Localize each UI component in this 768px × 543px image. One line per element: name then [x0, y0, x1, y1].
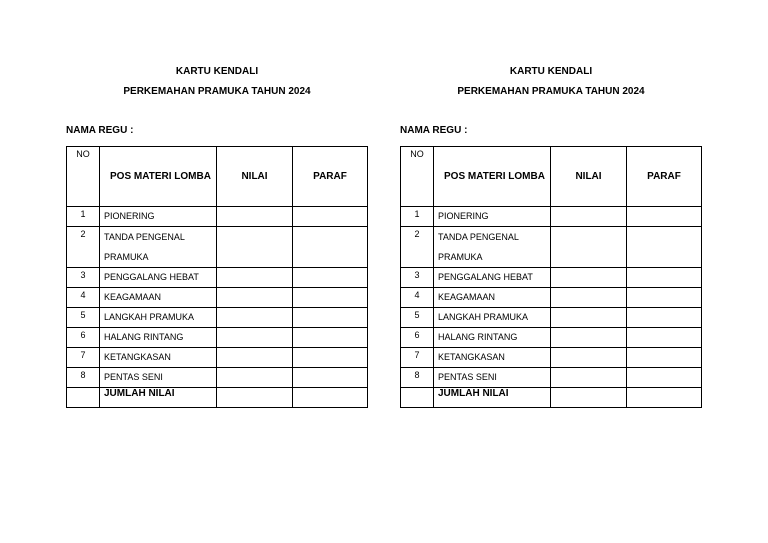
nilai-cell[interactable]: [551, 268, 627, 288]
nilai-cell[interactable]: [217, 348, 293, 368]
row-number: 1: [401, 207, 434, 227]
paraf-cell[interactable]: [293, 268, 368, 288]
row-pos-name: KEAGAMAAN: [434, 288, 551, 308]
table-row: [401, 268, 702, 288]
row-pos-name: LANGKAH PRAMUKA: [434, 308, 551, 328]
total-paraf-cell[interactable]: [293, 388, 368, 408]
row-pos-name: PENGGALANG HEBAT: [100, 268, 217, 288]
row-number: 8: [67, 368, 100, 388]
paraf-cell[interactable]: [627, 207, 702, 227]
row-number: 1: [67, 207, 100, 227]
paraf-cell[interactable]: [293, 368, 368, 388]
nilai-cell[interactable]: [551, 328, 627, 348]
nilai-cell[interactable]: [551, 348, 627, 368]
table-row: [67, 368, 368, 388]
header-nilai: NILAI: [551, 147, 627, 207]
table-row: [401, 288, 702, 308]
table-header-row: [401, 147, 702, 207]
score-table: [66, 146, 368, 408]
total-row: [67, 388, 368, 408]
total-label: JUMLAH NILAI: [100, 388, 217, 408]
team-name-label: NAMA REGU :: [400, 125, 468, 136]
total-nilai-cell[interactable]: [551, 388, 627, 408]
total-row: [401, 388, 702, 408]
paraf-cell[interactable]: [293, 207, 368, 227]
header-no: NO: [67, 147, 100, 207]
table-header-row: [67, 147, 368, 207]
row-number: 2: [401, 227, 434, 268]
row-number: 3: [401, 268, 434, 288]
nilai-cell[interactable]: [217, 288, 293, 308]
card-title: KARTU KENDALI: [509, 66, 593, 77]
row-pos-name: KETANGKASAN: [434, 348, 551, 368]
nilai-cell[interactable]: [217, 368, 293, 388]
row-number: 6: [67, 328, 100, 348]
table-row: [67, 328, 368, 348]
row-number: 5: [67, 308, 100, 328]
total-nilai-cell[interactable]: [217, 388, 293, 408]
nilai-cell[interactable]: [551, 207, 627, 227]
total-no-cell: [401, 388, 434, 408]
row-pos-name: TANDA PENGENAL PRAMUKA: [100, 227, 217, 268]
paraf-cell[interactable]: [293, 348, 368, 368]
paraf-cell[interactable]: [293, 288, 368, 308]
score-table: [400, 146, 702, 408]
header-pos: POS MATERI LOMBA: [100, 147, 217, 207]
nilai-cell[interactable]: [217, 207, 293, 227]
row-pos-name: KETANGKASAN: [100, 348, 217, 368]
paraf-cell[interactable]: [627, 268, 702, 288]
table-row: [401, 328, 702, 348]
table-row: [401, 368, 702, 388]
row-pos-name: LANGKAH PRAMUKA: [100, 308, 217, 328]
nilai-cell[interactable]: [551, 308, 627, 328]
nilai-cell[interactable]: [217, 227, 293, 268]
row-pos-name: TANDA PENGENAL PRAMUKA: [434, 227, 551, 268]
row-pos-name: PENTAS SENI: [434, 368, 551, 388]
row-pos-name: PIONERING: [434, 207, 551, 227]
table-row: [67, 348, 368, 368]
nilai-cell[interactable]: [217, 328, 293, 348]
paraf-cell[interactable]: [627, 308, 702, 328]
table-row: [67, 227, 368, 268]
row-pos-name: PIONERING: [100, 207, 217, 227]
nilai-cell[interactable]: [217, 308, 293, 328]
paraf-cell[interactable]: [293, 227, 368, 268]
paraf-cell[interactable]: [627, 368, 702, 388]
table-row: [67, 308, 368, 328]
paraf-cell[interactable]: [627, 328, 702, 348]
row-number: 7: [401, 348, 434, 368]
row-number: 4: [401, 288, 434, 308]
card-subtitle: PERKEMAHAN PRAMUKA TAHUN 2024: [457, 86, 645, 97]
header-paraf: PARAF: [293, 147, 368, 207]
table-row: [401, 227, 702, 268]
row-pos-name: HALANG RINTANG: [100, 328, 217, 348]
team-name-label: NAMA REGU :: [66, 125, 134, 136]
row-number: 4: [67, 288, 100, 308]
row-number: 5: [401, 308, 434, 328]
header-pos: POS MATERI LOMBA: [434, 147, 551, 207]
table-row: [67, 288, 368, 308]
row-pos-name: KEAGAMAAN: [100, 288, 217, 308]
header-no: NO: [401, 147, 434, 207]
row-number: 8: [401, 368, 434, 388]
card-title: KARTU KENDALI: [175, 66, 259, 77]
total-no-cell: [67, 388, 100, 408]
header-paraf: PARAF: [627, 147, 702, 207]
paraf-cell[interactable]: [293, 328, 368, 348]
paraf-cell[interactable]: [627, 288, 702, 308]
table-row: [67, 207, 368, 227]
row-pos-name: HALANG RINTANG: [434, 328, 551, 348]
row-pos-name: PENGGALANG HEBAT: [434, 268, 551, 288]
total-paraf-cell[interactable]: [627, 388, 702, 408]
table-row: [67, 268, 368, 288]
row-pos-name: PENTAS SENI: [100, 368, 217, 388]
nilai-cell[interactable]: [551, 368, 627, 388]
total-label: JUMLAH NILAI: [434, 388, 551, 408]
nilai-cell[interactable]: [217, 268, 293, 288]
table-row: [401, 207, 702, 227]
paraf-cell[interactable]: [627, 227, 702, 268]
table-row: [401, 308, 702, 328]
row-number: 3: [67, 268, 100, 288]
row-number: 7: [67, 348, 100, 368]
row-number: 2: [67, 227, 100, 268]
table-row: [401, 348, 702, 368]
nilai-cell[interactable]: [551, 227, 627, 268]
nilai-cell[interactable]: [551, 288, 627, 308]
paraf-cell[interactable]: [293, 308, 368, 328]
row-number: 6: [401, 328, 434, 348]
paraf-cell[interactable]: [627, 348, 702, 368]
header-nilai: NILAI: [217, 147, 293, 207]
card-subtitle: PERKEMAHAN PRAMUKA TAHUN 2024: [123, 86, 311, 97]
